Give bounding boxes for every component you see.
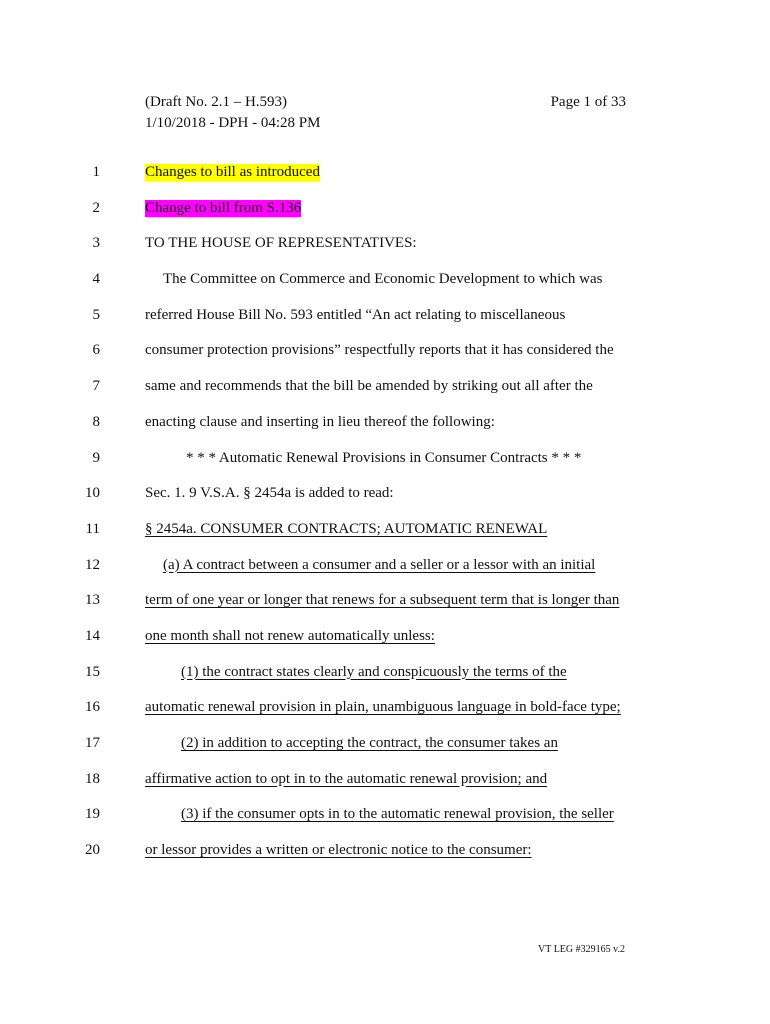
line-number: 9 [92, 449, 100, 466]
line-text: automatic renewal provision in plain, unambiguous language in bold-face type; [145, 699, 621, 716]
line-text: affirmative action to opt in to the automatic renewal provision; and [145, 770, 548, 787]
document-line [0, 840, 770, 876]
line-number: 8 [92, 413, 100, 430]
draft-date: 1/10/2018 - DPH - 04:28 PM [145, 115, 321, 131]
line-number: 17 [85, 735, 100, 751]
line-text: Changes to bill as introduced [145, 164, 320, 180]
document-header [145, 92, 320, 134]
line-text: TO THE HOUSE OF REPRESENTATIVES: [145, 235, 417, 252]
document-footer: VT LEG #329165 v.2 [538, 944, 625, 955]
line-number: 11 [85, 520, 100, 537]
line-number: 6 [92, 342, 100, 359]
line-text: consumer protection provisions” respectfully reports that it has considered the [145, 342, 614, 359]
line-number: 14 [85, 627, 100, 644]
line-text: (1) the contract states clearly and conspicuously the terms of the [181, 663, 567, 680]
line-text: enacting clause and inserting in lieu thereof the following: [145, 413, 495, 430]
numbered-lines [0, 162, 770, 876]
document-line [0, 590, 770, 626]
document-line [0, 162, 770, 198]
line-text: (a) A contract between a consumer and a seller or a lessor with an initial [163, 556, 596, 573]
line-text: (2) in addition to accepting the contract, the consumer takes an [181, 735, 558, 751]
document-line [0, 448, 770, 484]
line-number: 1 [92, 164, 100, 180]
line-number: 15 [85, 663, 100, 680]
line-text: term of one year or longer that renews for a subsequent term that is longer than [145, 592, 620, 609]
line-number: 5 [92, 306, 100, 323]
line-text: § 2454a. CONSUMER CONTRACTS; AUTOMATIC RENEWAL [145, 520, 548, 537]
line-number: 12 [85, 556, 100, 573]
line-text: Sec. 1. 9 V.S.A. § 2454a is added to read: [145, 485, 394, 502]
document-line [0, 662, 770, 698]
line-text: same and recommends that the bill be amended by striking out all after the [145, 378, 593, 395]
document-line [0, 519, 770, 555]
document-line [0, 198, 770, 234]
line-text: (3) if the consumer opts in to the automatic renewal provision, the seller [181, 806, 614, 823]
document-line [0, 733, 770, 769]
document-line [0, 804, 770, 840]
document-line [0, 233, 770, 269]
line-number: 4 [92, 271, 100, 288]
draft-label: (Draft No. 2.1 – H.593) [145, 94, 288, 110]
line-text: Change to bill from S.136 [145, 199, 302, 216]
line-number: 19 [85, 806, 100, 823]
line-number: 2 [92, 199, 100, 216]
document-line [0, 626, 770, 662]
document-line [0, 769, 770, 805]
document-line [0, 697, 770, 733]
document-line [0, 376, 770, 412]
document-line [0, 483, 770, 519]
line-text: The Committee on Commerce and Economic Development to which was [163, 271, 603, 288]
document-line [0, 269, 770, 305]
document-line [0, 555, 770, 591]
line-number: 3 [92, 235, 100, 252]
document-line [0, 305, 770, 341]
section-heading: * * * Automatic Renewal Provisions in Consumer Contracts * * * [186, 449, 582, 466]
line-number: 10 [85, 485, 100, 502]
line-number: 7 [92, 378, 100, 395]
line-text: one month shall not renew automatically unless: [145, 627, 435, 644]
line-number: 13 [85, 592, 100, 609]
line-number: 20 [85, 842, 100, 859]
line-text: or lessor provides a written or electronic notice to the consumer: [145, 842, 532, 859]
document-line [0, 340, 770, 376]
line-number: 16 [85, 699, 100, 716]
page-number: Page 1 of 33 [550, 94, 626, 110]
document-line [0, 412, 770, 448]
line-text: referred House Bill No. 593 entitled “An act relating to miscellaneous [145, 306, 566, 323]
line-number: 18 [85, 770, 100, 787]
